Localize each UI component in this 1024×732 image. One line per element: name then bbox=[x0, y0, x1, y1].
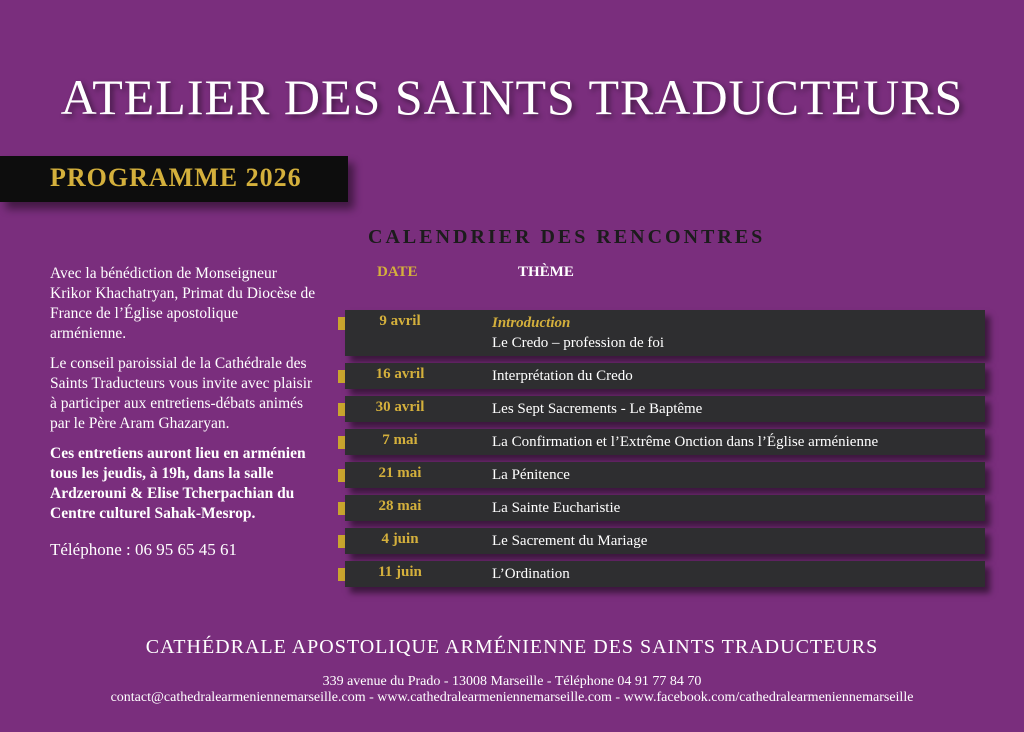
intro-text bbox=[50, 264, 318, 570]
row-theme: L’Ordination bbox=[492, 566, 570, 582]
calendar-row-bar bbox=[345, 429, 985, 455]
column-header-theme: THÈME bbox=[518, 264, 574, 280]
calendar-row bbox=[336, 396, 986, 422]
column-header-date: DATE bbox=[377, 264, 418, 280]
row-date: 9 avril bbox=[379, 313, 421, 329]
row-date: 7 mai bbox=[382, 432, 418, 448]
calendar-row bbox=[336, 495, 986, 521]
calendar-row-bar bbox=[345, 495, 985, 521]
footer-address: 339 avenue du Prado - 13008 Marseille - Téléphone 04 91 77 84 70 bbox=[322, 674, 702, 689]
row-theme: La Confirmation et l’Extrême Onction dans l’Église arménienne bbox=[492, 434, 879, 450]
calendar-row-bar bbox=[345, 462, 985, 488]
calendar-row-bar bbox=[345, 310, 985, 356]
row-date: 30 avril bbox=[375, 399, 425, 415]
row-theme: Les Sept Sacrements - Le Baptême bbox=[492, 401, 703, 417]
row-date: 4 juin bbox=[381, 531, 419, 547]
row-date: 11 juin bbox=[378, 564, 422, 580]
calendar-title: CALENDRIER DES RENCONTRES bbox=[368, 226, 766, 248]
intro-paragraph-blessing: Avec la bénédiction de Monseigneur Krikor Khachatryan, Primat du Diocèse de France de l’Église apostolique arménienne. bbox=[50, 265, 316, 342]
calendar-row bbox=[336, 429, 986, 455]
row-theme: La Pénitence bbox=[492, 467, 570, 483]
phone-number: Téléphone : 06 95 65 45 61 bbox=[50, 540, 237, 559]
row-theme: Le Sacrement du Mariage bbox=[492, 533, 648, 549]
row-theme: Interprétation du Credo bbox=[492, 368, 633, 384]
intro-paragraph-invitation: Le conseil paroissial de la Cathédrale des Saints Traducteurs vous invite avec plaisir à participer aux entretiens-débats animés par le Père Aram Ghazaryan. bbox=[50, 355, 313, 432]
row-theme-text: Le Credo – profession de foi bbox=[492, 335, 665, 351]
calendar-row bbox=[336, 363, 986, 389]
calendar-list bbox=[336, 310, 986, 594]
row-date: 16 avril bbox=[375, 366, 425, 382]
calendar-row-bar bbox=[345, 528, 985, 554]
row-date: 28 mai bbox=[378, 498, 422, 514]
calendar-row-bar bbox=[345, 561, 985, 587]
programme-label: PROGRAMME 2026 bbox=[50, 163, 302, 192]
calendar-row-bar bbox=[345, 363, 985, 389]
calendar-row bbox=[336, 462, 986, 488]
row-theme: La Sainte Eucharistie bbox=[492, 500, 621, 516]
calendar-row bbox=[336, 561, 986, 587]
footer-contact: contact@cathedralearmeniennemarseille.com - www.cathedralearmeniennemarseille.com - www.facebook.com/cathedralearmeniennemarseille bbox=[110, 690, 914, 705]
page-title: ATELIER DES SAINTS TRADUCTEURS bbox=[60, 69, 964, 125]
footer-title: CATHÉDRALE APOSTOLIQUE ARMÉNIENNE DES SAINTS TRADUCTEURS bbox=[145, 636, 879, 658]
intro-paragraph-schedule: Ces entretiens auront lieu en arménien tous les jeudis, à 19h, dans la salle Ardzerouni & Elise Tcherpachian du Centre culturel Sahak-Mesrop. bbox=[50, 445, 306, 522]
row-subtitle: Introduction bbox=[492, 315, 571, 331]
calendar-row bbox=[336, 310, 986, 356]
programme-banner bbox=[0, 156, 348, 202]
calendar-row bbox=[336, 528, 986, 554]
row-date: 21 mai bbox=[378, 465, 422, 481]
calendar-row-bar bbox=[345, 396, 985, 422]
